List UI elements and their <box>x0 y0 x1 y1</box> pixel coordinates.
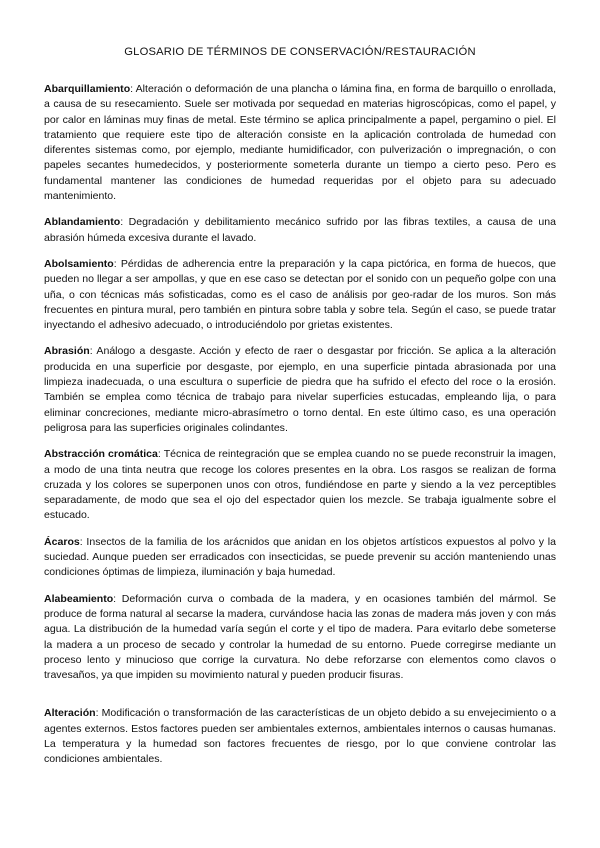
entry-term: Ácaros <box>44 535 80 548</box>
entry-definition: : Alteración o deformación de una plancha o lámina fina, en forma de barquillo o enrollada, a causa de su resecamiento. Suele ser motivada por sequedad en materias higroscópicas, como el papel, y por calor en láminas muy finas de metal. Este término se aplica principalmente a papel, pergamino o piel. El tratamiento que requiere este tipo de alteración consiste en la aplicación controlada de humedad con diferentes sistemas como, por ejemplo, mediante humidificador, con pulverización o impregnación, o con papeles secantes humedecidos, y posteriormente someterla durante un tiempo a cierto peso. Pero es fundamental mantener las condiciones de humedad requeridas por el objeto para su adecuado mantenimiento. <box>44 83 556 203</box>
glossary-entry-alteracion <box>44 706 556 767</box>
glossary-entry-abarquillamiento <box>44 82 556 204</box>
glossary-entry-alabeamiento <box>44 592 556 684</box>
entry-term: Abstracción cromática <box>44 448 158 461</box>
glossary-entry-abstraccion-cromatica <box>44 447 556 523</box>
entry-term: Ablandamiento <box>44 216 121 229</box>
entry-definition: : Pérdidas de adherencia entre la preparación y la capa pictórica, en forma de huecos, que pueden no llegar a ser ampollas, y que en ese caso se detectan por el sonido con un pequeño golpe con una uña, o con técnicas más sofisticadas, como es el caso de análisis por geo-radar de los muros. Son más frecuentes en pintura mural, pero también en pintura sobre tabla y sobre tela. Según el caso, se puede tratar inyectando el adhesivo adecuado, o introduciéndolo por grietas existentes. <box>44 257 556 332</box>
entry-definition: : Técnica de reintegración que se emplea cuando no se puede reconstruir la imagen, a modo de una tinta neutra que recoge los colores presentes en la obra. Los rasgos se realizan de forma cruzada y los colores se superponen unos con otros, fundiéndose en parte y siendo a la vez perceptibles separadamente, de modo que sea el ojo del espectador quien los mezcle. Se trabaja igualmente sobre el estucado. <box>44 448 556 522</box>
entry-term: Alteración <box>44 707 96 720</box>
entry-definition: : Degradación y debilitamiento mecánico sufrido por las fibras textiles, a causa de una abrasión húmeda excesiva durante el lavado. <box>44 216 556 244</box>
entry-term: Abolsamiento <box>44 257 114 270</box>
entry-definition: : Modificación o transformación de las características de un objeto debido a su envejecimiento o a agentes externos. Estos factores pueden ser ambientales externos, ambientales internos o causas humanas. La temperatura y la humedad son factores frecuentes de riesgo, por lo que conviene controlar las condiciones ambientales. <box>44 707 556 766</box>
entry-definition: : Análogo a desgaste. Acción y efecto de raer o desgastar por fricción. Se aplica a la alteración producida en una superficie por desgaste, por ejemplo, en una superficie pintada abrasionada por una limpieza inadecuada, o una escultura o superficie de piedra que ha sufrido el efecto del roce o la erosión. También se emplea como técnica de trabajo para nivelar superficies estucadas, empleando lija, o para eliminar concreciones, mediante micro-abrasímetro o torno dental. En este último caso, es una operación peligrosa para las superficies originales colindantes. <box>44 345 556 434</box>
glossary-entry-abrasion <box>44 344 556 436</box>
entry-definition: : Deformación curva o combada de la madera, y en ocasiones también del mármol. Se produce de forma natural al secarse la madera, curvándose hacia las zonas de madera más joven y con más agua. La distribución de la humedad varía según el corte y el tipo de madera. Para evitarlo debe someterse la madera a un proceso de secado y controlar la humedad de su entorno. Puede corregirse mediante un proceso lento y minucioso que corrige la curvatura. No debe reforzarse con elementos como clavos o travesaños, ya que impiden su movimiento natural y pueden producir fisuras. <box>44 592 556 682</box>
glossary-entry-acaros <box>44 535 556 581</box>
entry-definition: : Insectos de la familia de los arácnidos que anidan en los objetos artísticos expuestos al polvo y la suciedad. Aunque pueden ser erradicados con insecticidas, se puede prevenir su acción manteniendo unas condiciones óptimas de limpieza, iluminación y baja humedad. <box>44 535 556 579</box>
glossary-entry-ablandamiento <box>44 215 556 246</box>
entry-term: Alabeamiento <box>44 592 114 605</box>
entry-term: Abarquillamiento <box>44 83 131 95</box>
glossary-entry-abolsamiento <box>44 257 556 333</box>
document-title: GLOSARIO DE TÉRMINOS DE CONSERVACIÓN/RESTAURACIÓN <box>124 46 476 58</box>
entry-term: Abrasión <box>44 345 90 358</box>
